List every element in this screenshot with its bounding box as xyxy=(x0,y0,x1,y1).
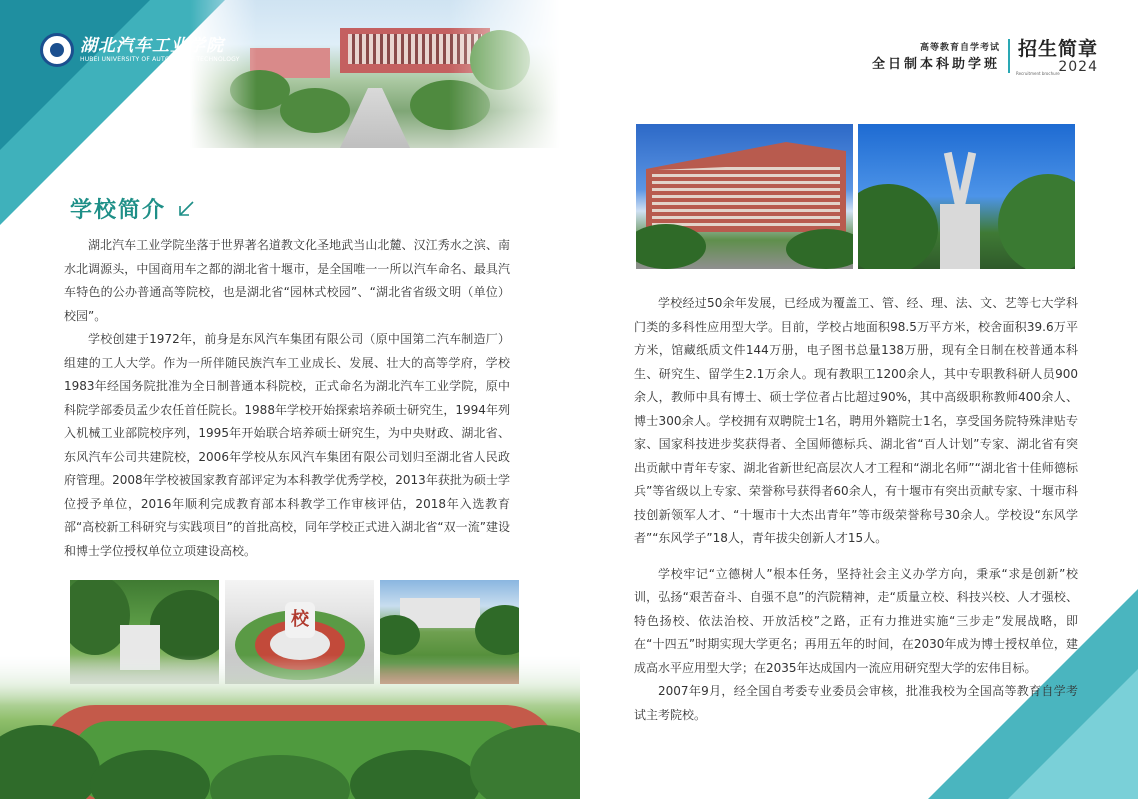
university-seal-icon xyxy=(40,33,74,67)
intro-right-column xyxy=(634,292,1078,727)
logo-english-name: HUBEI UNIVERSITY OF AUTOMOTIVE TECHNOLOGY xyxy=(80,56,240,63)
brochure-tiny-caption: Recruitment brochure xyxy=(1015,71,1060,76)
intro-left-column xyxy=(64,234,510,563)
university-logo xyxy=(40,33,240,67)
brochure-divider xyxy=(1008,39,1010,73)
brochure-year: 2024 xyxy=(1058,59,1098,75)
logo-name: 湖北汽车工业学院 xyxy=(80,36,224,56)
history-paragraph: 学校创建于1972年，前身是东风汽车集团有限公司（原中国第二汽车制造厂）组建的工人大学。作为一所伴随民族汽车工业成长、发展、壮大的高等学府，学校1983年经国务院批准为全日制普通本科院校，正式命名为湖北汽车工业学院，原中科院学部委员孟少农任首任院长。1988年学校开始探索培养硕士研究生，1994年列入机械工业部院校序列，1995年开始联合培养硕士研究生，为中央财政、湖北省、东风汽车公司共建院校，2006年学校从东风汽车集团有限公司划归至湖北省人民政府管理。2008年学校被国家教育部评定为本科教学优秀学校，2013年获批为硕士学位授予单位，2016年顺利完成教育部本科教学工作审核评估，2018年入选教育部“高校新工科研究与实践项目”的首批高校，同年学校正式进入湖北省“双一流”建设和博士学位授权单位立项建设高校。 xyxy=(64,332,510,558)
arrow-down-left-icon xyxy=(176,199,196,219)
brochure-title: 招生简章 xyxy=(1017,38,1098,60)
campus-statue-photo xyxy=(858,124,1075,269)
intro-paragraph: 湖北汽车工业学院坐落于世界著名道教文化圣地武当山北麓、汉江秀水之滨、南水北调源头，中国商用车之都的湖北省十堰市，是全国唯一一所以汽车命名、最具汽车特色的公办普通高等院校，也是湖北省“园林式校园”、“湖北省省级文明（单位）校园”。 xyxy=(64,238,510,323)
sports-stadium-photo xyxy=(0,655,580,799)
brochure-program: 全日制本科助学班 xyxy=(871,57,1000,72)
section-heading xyxy=(70,193,196,224)
decor-teal-corner-top-left-inner xyxy=(0,0,150,150)
teaching-building-photo xyxy=(636,124,853,269)
brochure-header xyxy=(872,38,1098,74)
seal-stone: 校 xyxy=(285,602,315,638)
brochure-subtitle: 高等教育自学考试 xyxy=(919,43,1000,53)
campus-gate-photo xyxy=(190,0,560,148)
development-paragraph: 学校经过50余年发展，已经成为覆盖工、管、经、理、法、文、艺等七大学科门类的多科性应用型大学。目前，学校占地面积98.5万平方米，校舍面积39.6万平方米，馆藏纸质文件144万册，电子图书总量138万册，现有全日制在校普通本科生、研究生、留学生2.1万余人。现有教职工1200余人，其中专职教科研人员900余人，教师中具有博士、硕士学位者占比超过90%，其中高级职称教师400余人、博士300余人。学校拥有双聘院士1名，聘用外籍院士1名，享受国务院特殊津贴专家、国家科技进步奖获得者、全国师德标兵、湖北省“百人计划”专家、湖北省有突出贡献中青年专家、湖北省新世纪高层次人才工程和“湖北名师”“湖北省十佳师德标兵”等省级以上专家、荣誉称号获得者60余人，有十堰市有突出贡献专家、十堰市科技创新领军人才、“十堰市十大杰出青年”等市级荣誉称号30余人。学校设“东风学者”“东风学子”18人，青年拔尖创新人才15人。 xyxy=(634,296,1078,545)
mission-paragraph: 学校牢记“立德树人”根本任务，坚持社会主义办学方向，秉承“求是创新”校训，弘扬“艰苦奋斗、自强不息”的汽院精神，走“质量立校、科技兴校、人才强校、特色扬校、依法治校、开放活校”之路，正有力推进实施“三步走”发展战略，即在“十四五”时期实现大学更名；再用五年的时间，在2030年成为博士授权单位，建成高水平应用型大学；在2035年达成国内一流应用研究型大学的宏伟目标。 xyxy=(634,566,1078,675)
section-title: 学校简介 xyxy=(70,197,167,223)
exam-authorization-paragraph: 2007年9月，经全国自考委专业委员会审核，批准我校为全国高等教育自学考试主考院校。 xyxy=(634,684,1078,722)
